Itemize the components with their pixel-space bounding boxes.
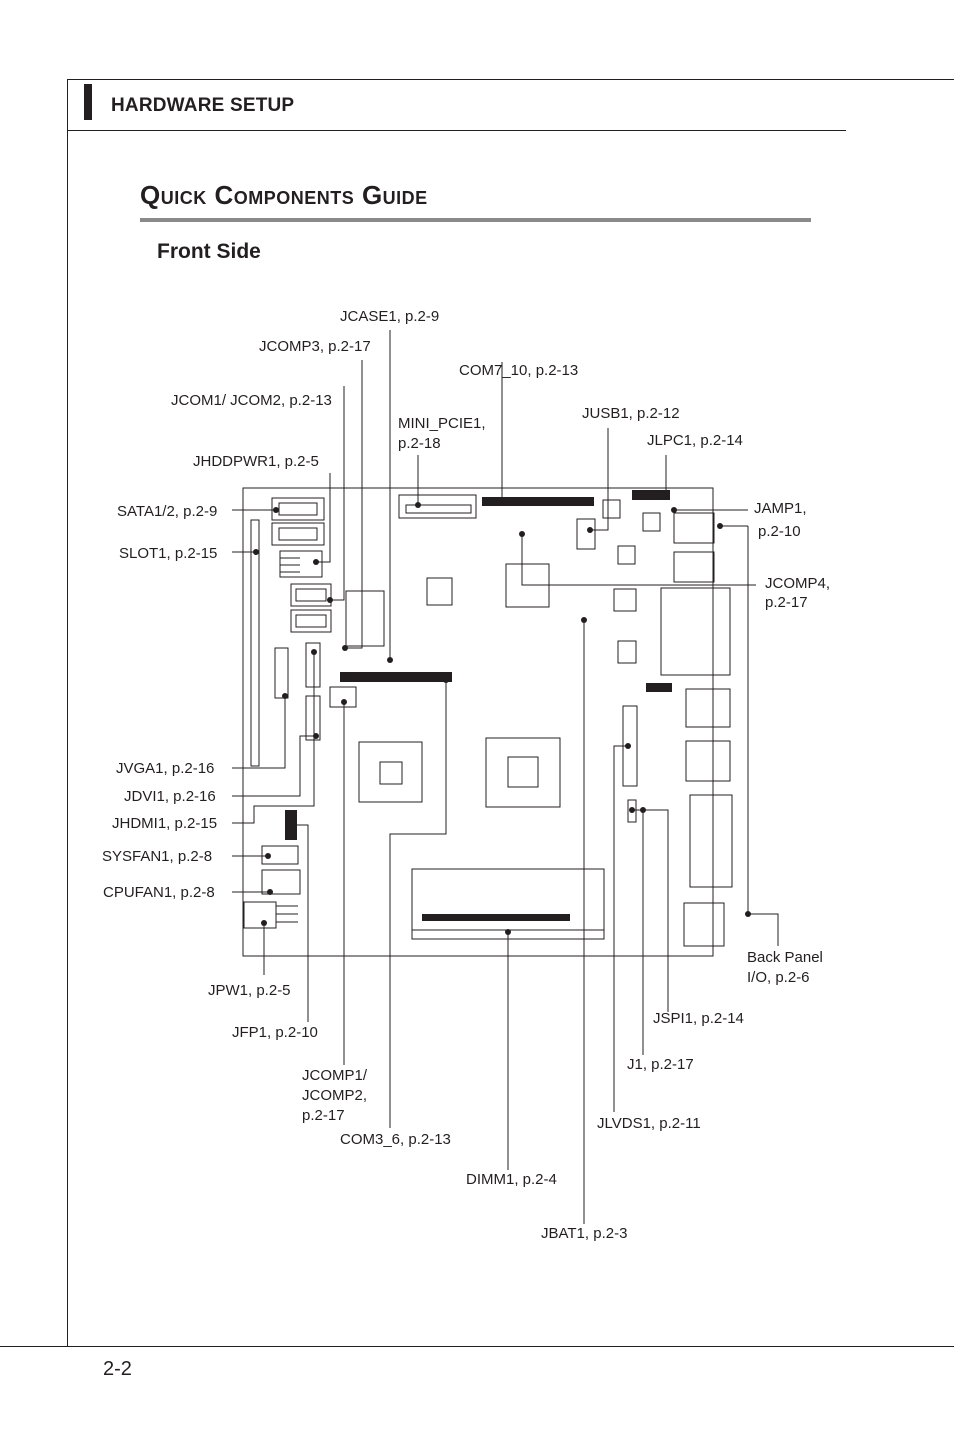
running-header: HARDWARE SETUP — [111, 95, 295, 116]
leader-jcomp3 — [345, 360, 362, 648]
label-jhddpwr1: JHDDPWR1, p.2-5 — [193, 453, 319, 470]
leader-jhddpwr1 — [316, 473, 330, 562]
label-jcomp1-line2: JCOMP2, — [302, 1087, 368, 1104]
page-number: 2-2 — [103, 1358, 132, 1380]
label-mini-pcie1-line1: MINI_PCIE1, — [398, 415, 486, 432]
leader-jhdmi1 — [232, 652, 314, 823]
label-cpufan1: CPUFAN1, p.2-8 — [103, 884, 215, 901]
label-jhdmi1: JHDMI1, p.2-15 — [112, 815, 218, 832]
label-jspi1: JSPI1, p.2-14 — [653, 1010, 744, 1027]
section-title: Front Side — [157, 240, 261, 263]
label-jdvi1: JDVI1, p.2-16 — [124, 788, 216, 805]
label-sysfan1: SYSFAN1, p.2-8 — [102, 848, 213, 865]
leader-jcom1-jcom2 — [330, 386, 344, 600]
page-title: Quick Components Guide — [140, 180, 428, 210]
leader-jfp1 — [290, 825, 308, 1022]
label-jcomp1-line1: JCOMP1/ — [302, 1067, 368, 1084]
label-com7-10: COM7_10, p.2-13 — [459, 362, 579, 379]
label-sata1-2: SATA1/2, p.2-9 — [117, 503, 218, 520]
label-jpw1: JPW1, p.2-5 — [208, 982, 291, 999]
label-jcomp1-line3: p.2-17 — [302, 1107, 345, 1124]
label-jlvds1: JLVDS1, p.2-11 — [597, 1115, 701, 1132]
label-mini-pcie1-line2: p.2-18 — [398, 435, 441, 452]
leader-jspi1 — [632, 810, 668, 1012]
label-jamp1-line2: p.2-10 — [758, 523, 801, 540]
label-jcomp4-line2: p.2-17 — [765, 594, 808, 611]
label-back-panel-line2: I/O, p.2-6 — [747, 969, 810, 986]
label-jbat1: JBAT1, p.2-3 — [541, 1225, 628, 1242]
label-jlpc1: JLPC1, p.2-14 — [647, 432, 743, 449]
leader-jdvi1 — [232, 736, 316, 796]
label-jcomp4-line1: JCOMP4, — [765, 575, 831, 592]
leader-jlvds1 — [614, 746, 628, 1112]
label-j1: J1, p.2-17 — [627, 1056, 694, 1073]
label-jcase1: JCASE1, p.2-9 — [340, 308, 440, 325]
label-slot1: SLOT1, p.2-15 — [119, 545, 218, 562]
label-jusb1: JUSB1, p.2-12 — [582, 405, 680, 422]
leader-jusb1 — [590, 428, 608, 530]
label-jfp1: JFP1, p.2-10 — [232, 1024, 318, 1041]
leader-jcomp4 — [522, 534, 756, 585]
leader-com3-6 — [390, 680, 446, 1128]
label-com3-6: COM3_6, p.2-13 — [340, 1131, 451, 1148]
label-back-panel-line1: Back Panel — [747, 949, 823, 966]
label-jvga1: JVGA1, p.2-16 — [116, 760, 215, 777]
label-jcom1-jcom2: JCOM1/ JCOM2, p.2-13 — [171, 392, 332, 409]
label-dimm1: DIMM1, p.2-4 — [466, 1171, 557, 1188]
label-jcomp3: JCOMP3, p.2-17 — [259, 338, 371, 355]
leader-back-panel — [748, 914, 778, 946]
label-jamp1-line1: JAMP1, — [754, 500, 807, 517]
